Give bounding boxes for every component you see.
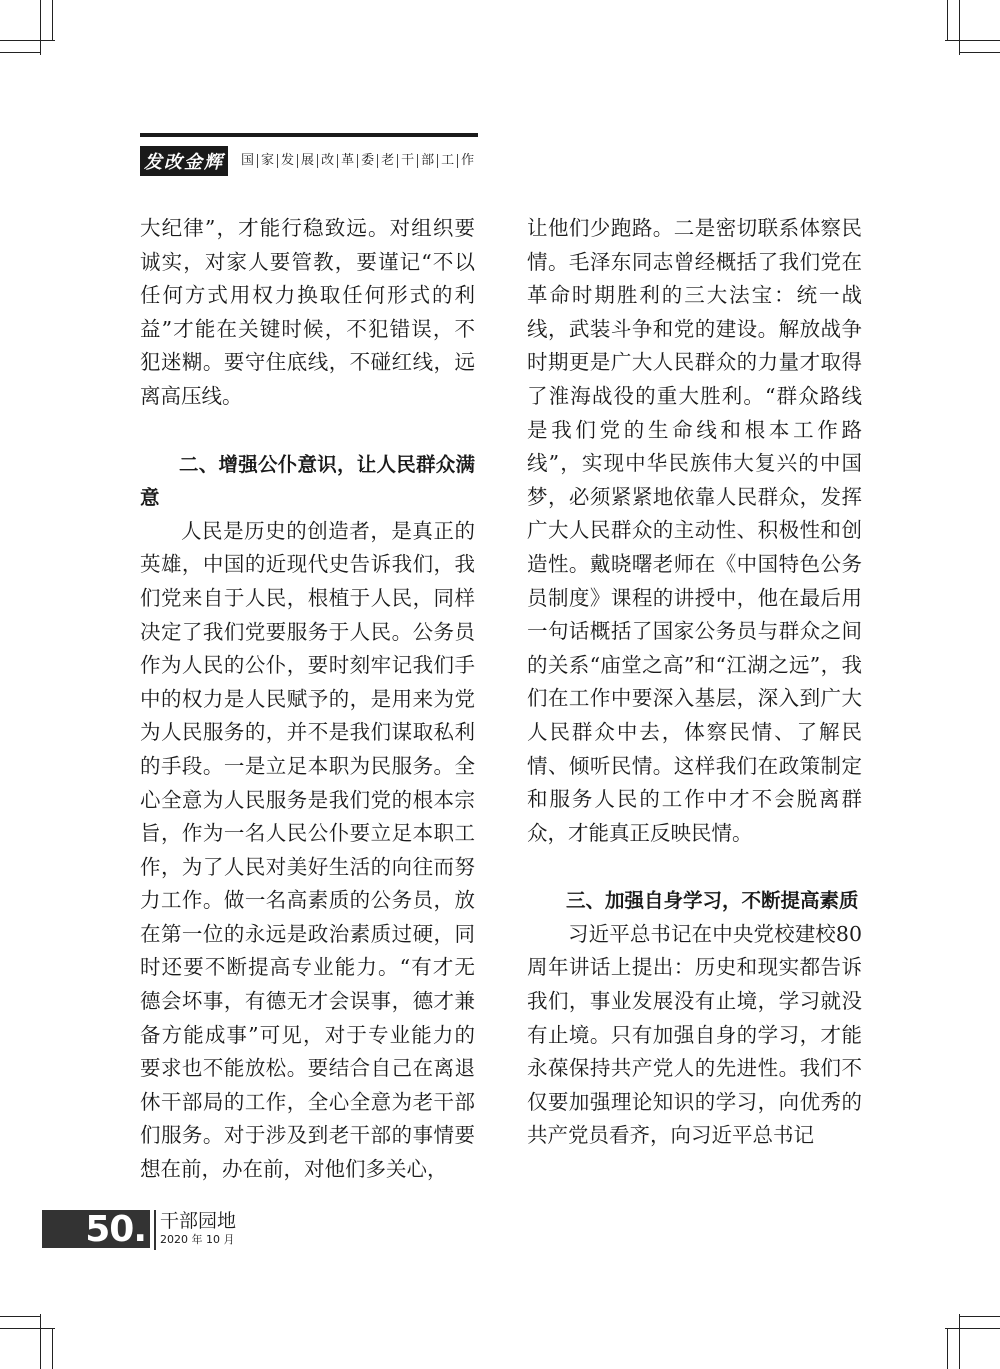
- org-char: 改: [318, 154, 338, 168]
- crop-mark: [947, 1329, 948, 1369]
- right-column: [527, 212, 862, 1153]
- running-header: [140, 146, 477, 176]
- org-char: 革: [338, 154, 358, 168]
- crop-mark: [945, 1328, 1000, 1329]
- magazine-title: 干部园地: [160, 1210, 237, 1232]
- org-char: 部: [418, 154, 438, 168]
- crop-mark: [0, 52, 40, 53]
- crop-mark: [40, 1314, 41, 1369]
- org-char: 干: [398, 154, 418, 168]
- footer-divider: [154, 1210, 156, 1250]
- page-footer: [42, 1210, 236, 1250]
- organization-name: [238, 154, 477, 168]
- left-column: [140, 212, 475, 1187]
- crop-mark: [960, 1316, 1000, 1317]
- crop-mark: [52, 0, 53, 40]
- header-rule: [140, 133, 478, 137]
- section-heading: 二、增强公仆意识，让人民群众满意: [140, 452, 475, 510]
- crop-mark: [0, 1328, 55, 1329]
- crop-mark: [959, 1314, 960, 1369]
- org-char: 作: [461, 153, 475, 168]
- crop-mark: [959, 0, 960, 55]
- crop-mark: [52, 1329, 53, 1369]
- org-char: 委: [358, 154, 378, 168]
- paragraph: 大纪律”，才能行稳致远。对组织要诚实，对家人要管教，要谨记“不以任何方式用权力换取任何形式的利益”才能在关键时候，不犯错误，不犯迷糊。要守住底线，不碰红线，远离高压线。: [140, 216, 475, 408]
- issue-date: 2020 年 10 月: [160, 1233, 235, 1246]
- page-number: 50.: [42, 1210, 150, 1248]
- crop-mark: [945, 40, 1000, 41]
- crop-mark: [0, 1316, 40, 1317]
- section-tag: 发改金辉: [140, 146, 228, 176]
- crop-mark: [960, 52, 1000, 53]
- org-char: 展: [298, 154, 318, 168]
- paragraph: 习近平总书记在中央党校建校80周年讲话上提出：历史和现实都告诉我们，事业发展没有止境，学习就没有止境。只有加强自身的学习，才能永葆保持共产党人的先进性。我们不仅要加强理论知识的学习，向优秀的共产党员看齐，向习近平总书记: [527, 921, 862, 1148]
- crop-mark: [0, 40, 55, 41]
- crop-mark: [40, 0, 41, 55]
- org-char: 工: [438, 154, 458, 168]
- paragraph: 让他们少跑路。二是密切联系体察民情。毛泽东同志曾经概括了我们党在革命时期胜利的三大法宝：统一战线，武装斗争和党的建设。解放战争时期更是广大人民群众的力量才取得了淮海战役的重大胜利。“群众路线是我们党的生命线和根本工作路线”，实现中华民族伟大复兴的中国梦，必须紧紧地依靠人民群众，发挥广大人民群众的主动性、积极性和创造性。戴晓曙老师在《中国特色公务员制度》课程的讲授中，他在最后用一句话概括了国家公务员与群众之间的关系“庙堂之高”和“江湖之远”，我们在工作中要深入基层，深入到广大人民群众中去，体察民情、了解民情、倾听民情。这样我们在政策制定和服务人民的工作中才不会脱离群众，才能真正反映民情。: [527, 216, 862, 845]
- org-char: 国: [238, 154, 258, 168]
- org-char: 发: [278, 154, 298, 168]
- section-heading: 三、加强自身学习，不断提高素质: [566, 889, 859, 913]
- org-char: 老: [378, 154, 398, 168]
- org-char: 家: [258, 154, 278, 168]
- crop-mark: [947, 0, 948, 40]
- paragraph: 人民是历史的创造者，是真正的英雄，中国的近现代史告诉我们，我们党来自于人民，根植于人民，同样决定了我们党要服务于人民。公务员作为人民的公仆，要时刻牢记我们手中的权力是人民赋予的，是用来为党为人民服务的，并不是我们谋取私利的手段。一是立足本职为民服务。全心全意为人民服务是我们党的根本宗旨，作为一名人民公仆要立足本职工作，为了人民对美好生活的向往而努力工作。做一名高素质的公务员，放在第一位的永远是政治素质过硬，同时还要不断提高专业能力。“有才无德会坏事，有德无才会误事，德才兼备方能成事”可见，对于专业能力的要求也不能放松。要结合自己在离退休干部局的工作，全心全意为老干部们服务。对于涉及到老干部的事情要想在前，办在前，对他们多关心，: [140, 518, 475, 1182]
